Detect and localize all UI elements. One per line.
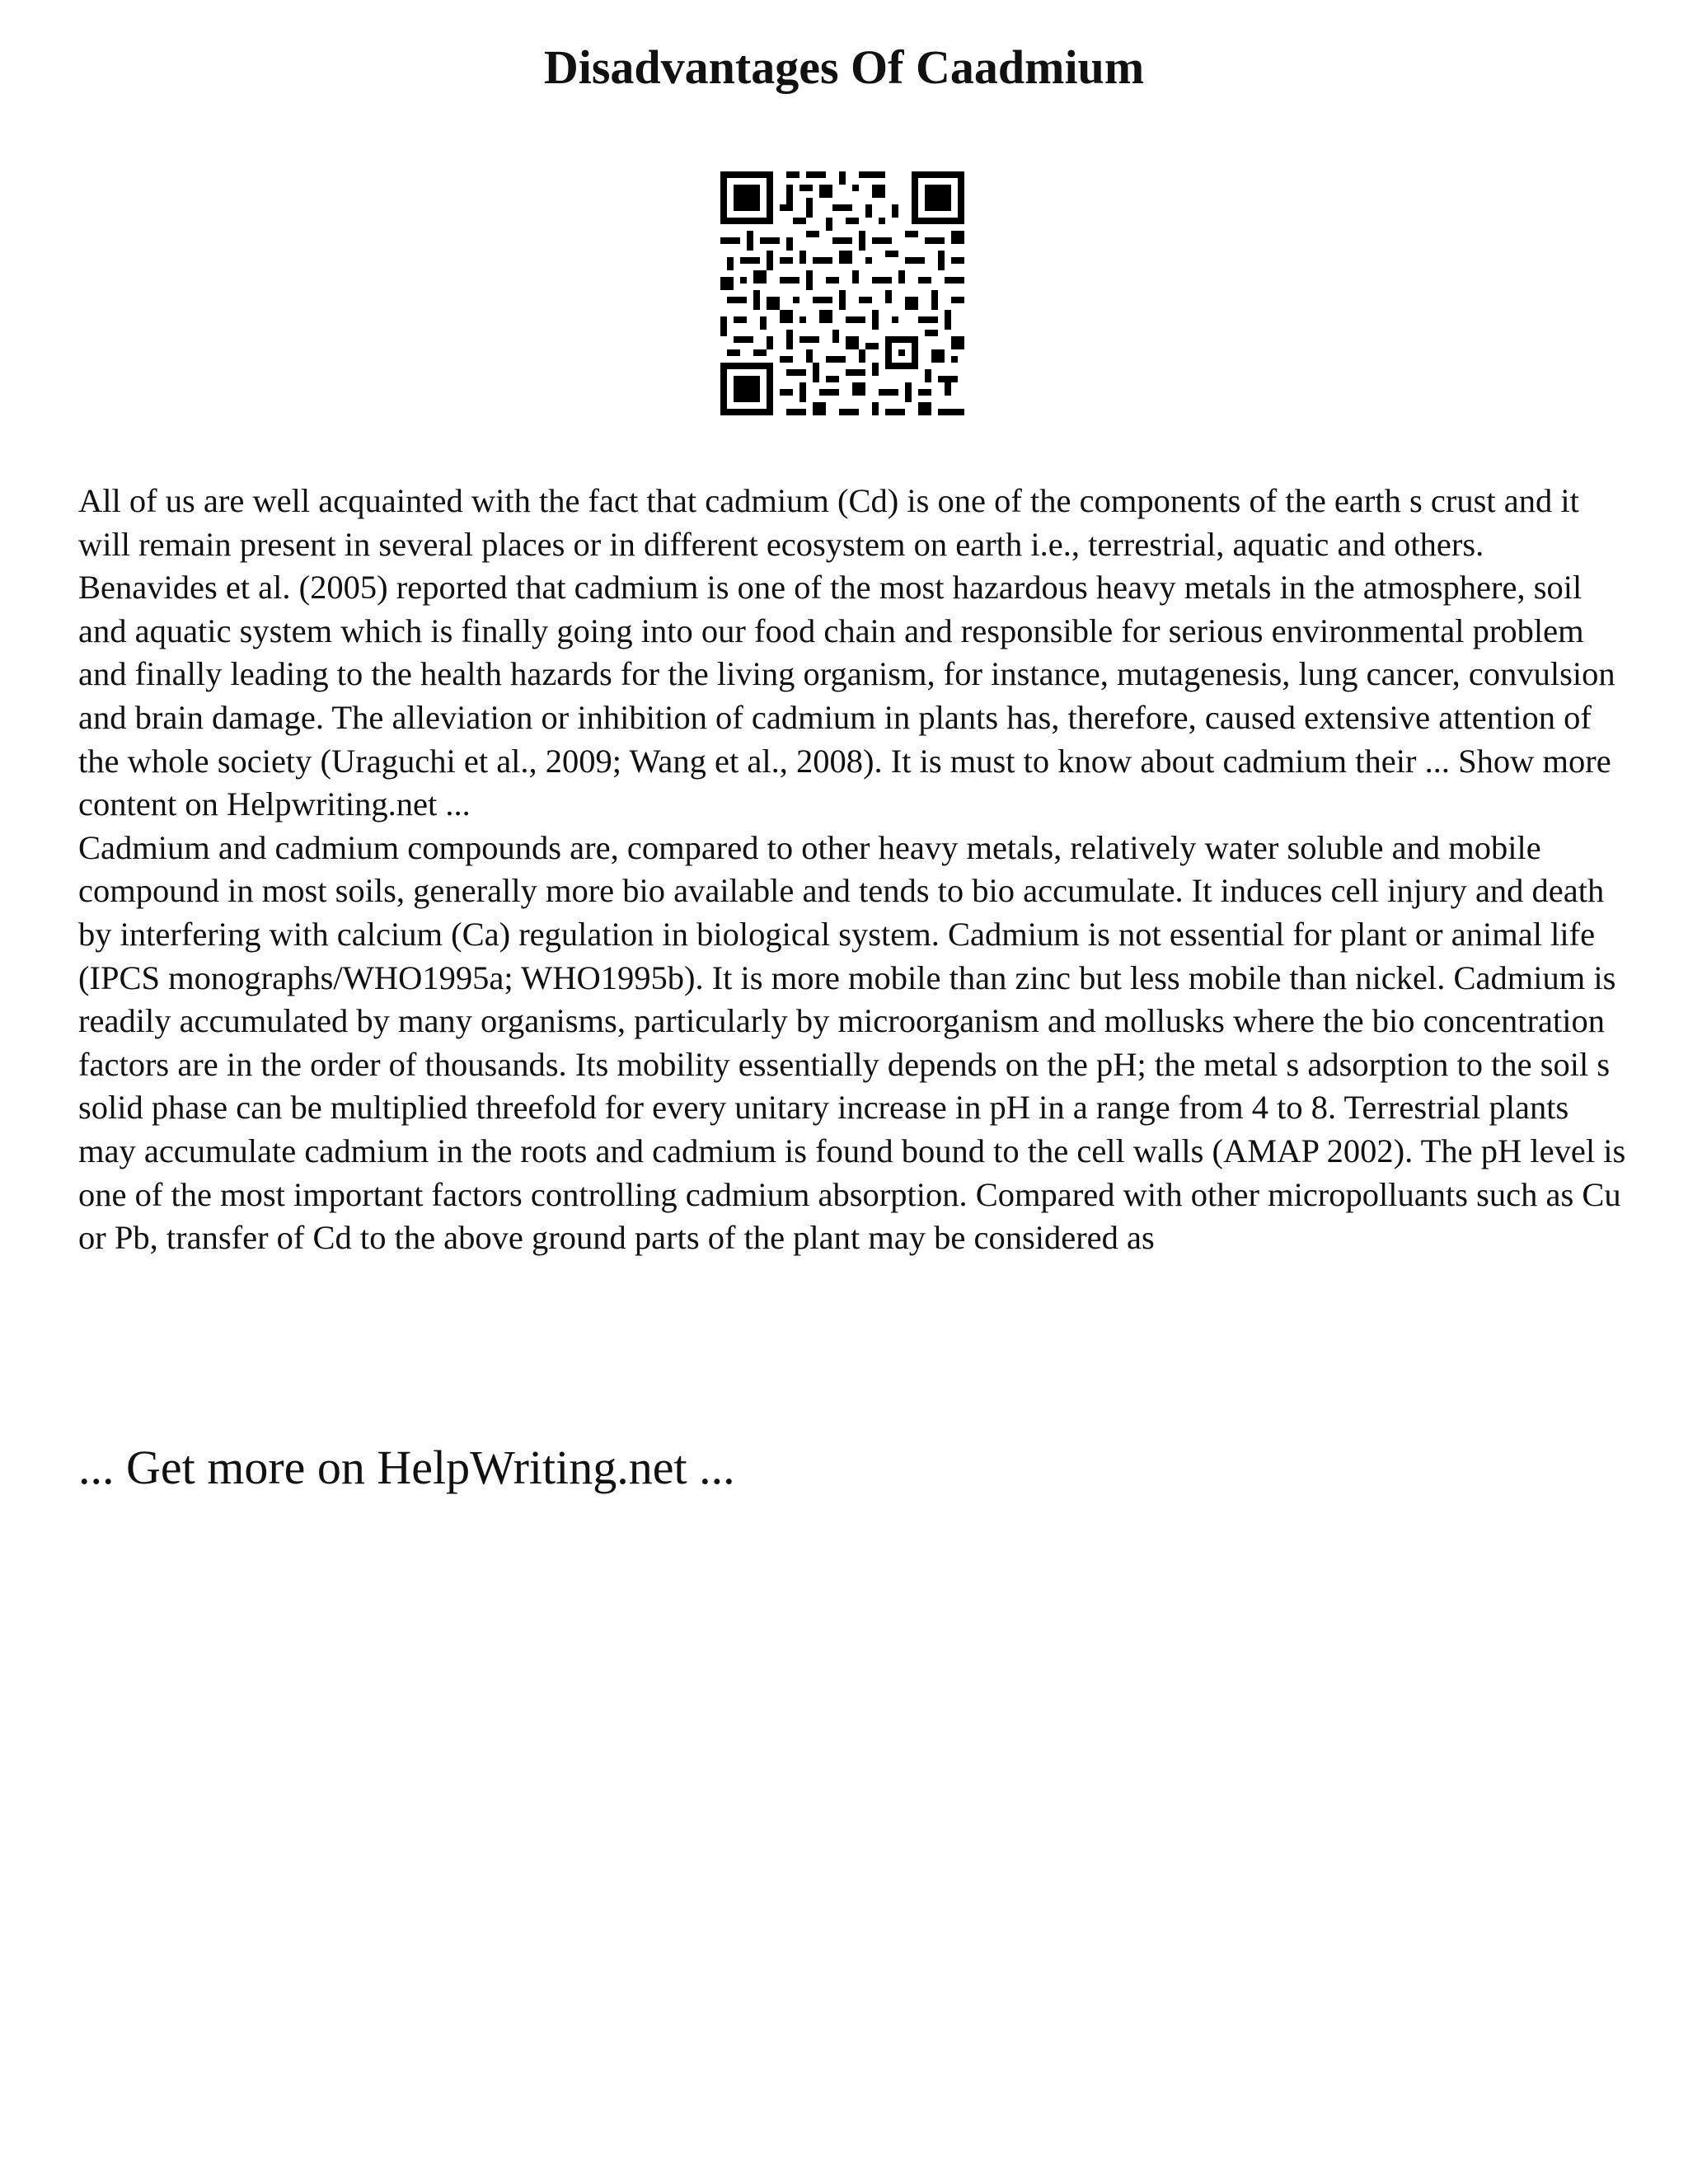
qr-code-icon: [720, 171, 964, 415]
article-body: [78, 480, 1628, 1260]
page-title: Disadvantages Of Caadmium: [543, 40, 1145, 94]
get-more-link[interactable]: ... Get more on HelpWriting.net ...: [78, 1441, 735, 1494]
paragraph: All of us are well acquainted with the fact that cadmium (Cd) is one of the components of the earth s crust and it will remain present in several places or in different ecosystem on earth i.e., terrestrial, aquatic and others. Benavides et al. (2005) reported that cadmium is one of the most hazardous heavy metals in the atmosphere, soil and aquatic system which is finally going into our food chain and responsible for serious environmental problem and finally leading to the health hazards for the living organism, for instance, mutagenesis, lung cancer, convulsion and brain damage. The alleviation or inhibition of cadmium in plants has, therefore, caused extensive attention of the whole society (Uraguchi et al., 2009; Wang et al., 2008). It is must to know about cadmium their ... Show more content on Helpwriting.net ...: [78, 482, 1615, 823]
paragraph: Cadmium and cadmium compounds are, compared to other heavy metals, relatively water soluble and mobile compound in most soils, generally more bio available and tends to bio accumulate. It induces cell injury and death by interfering with calcium (Ca) regulation in biological system. Cadmium is not essential for plant or animal life (IPCS monographs/WHO1995a; WHO1995b). It is more mobile than zinc but less mobile than nickel. Cadmium is readily accumulated by many organisms, particularly by microorganism and mollusks where the bio concentration factors are in the order of thousands. Its mobility essentially depends on the pH; the metal s adsorption to the soil s solid phase can be multiplied threefold for every unitary increase in pH in a range from 4 to 8. Terrestrial plants may accumulate cadmium in the roots and cadmium is found bound to the cell walls (AMAP 2002). The pH level is one of the most important factors controlling cadmium absorption. Compared with other micropolluants such as Cu or Pb, transfer of Cd to the above ground parts of the plant may be considered as: [78, 828, 1626, 1257]
